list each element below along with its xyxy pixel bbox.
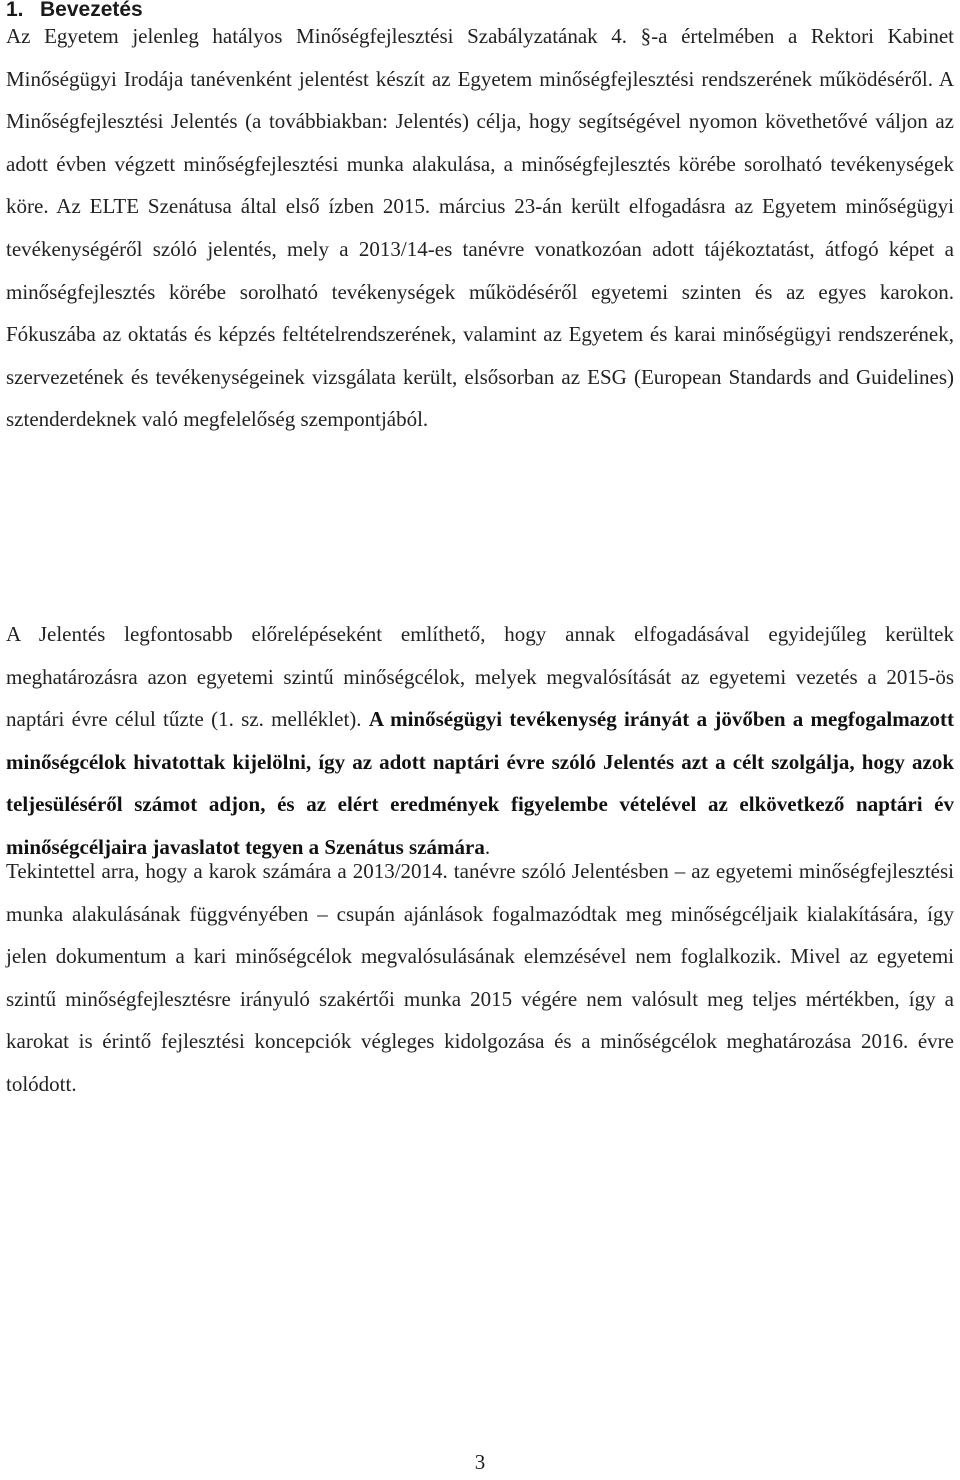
paragraph-faculties-text: Tekintettel arra, hogy a karok számára a 2013/2014. tanévre szóló Jelentésben – az egyetemi minőségfejlesztési munka alakulásának függvényében – csupán ajánlások fogalmazódtak meg minőségcéljaik kialakítására, így jelen dokumentum a kari minőségcélok megvalósulásának elemzésével nem foglalkozik. Mivel az egyetemi szintű minőségfejlesztésre irányuló szakértői munka 2015 végére nem valósult meg teljes mértékben, így a karokat is érintő fejlesztési koncepciók végleges kidolgozása és a minőségcélok meghatározása 2016. évre tolódott. (6, 859, 954, 1096)
paragraph-quality-goals-end: . (484, 834, 491, 859)
paragraph-quality-goals (6, 613, 954, 869)
paragraph-intro-sentence-1: Az Egyetem jelenleg hatályos Minőségfejlesztési Szabályzatának 4. §-a értelmében a Rektori Kabinet Minőségügyi Irodája tanévenként jelentést készít az Egyetem minőségfejlesztési rendszerének működéséről. A Minőségfejlesztési Jelentés (a továbbiakban: Jelentés) célja, hogy segítségével nyomon követhetővé váljon az adott évben végzett minőségfejlesztési munka alakulása, a minőségfejlesztés körébe sorolható tevékenységek köre. (6, 24, 954, 219)
section-number: 1. (6, 0, 24, 21)
section-title: Bevezetés (40, 0, 143, 21)
paragraph-quality-goals-plain: A Jelentés legfontosabb előrelépéseként említhető, hogy annak elfogadásával egyidejűleg kerültek meghatározásra azon egyetemi szintű minőségcélok, melyek megvalósítását az egyetemi vezetés a 2015-ös naptári évre célul tűzte (1. sz. melléklet). (6, 622, 954, 732)
paragraph-quality-goals-bold: A minőségügyi tevékenység irányát a jövőben a megfogalmazott minőségcélok hivatottak kijelölni, így az adott naptári évre szóló Jelentés azt a célt szolgálja, hogy azok teljesüléséről számot adjon, és az elért eredmények figyelembe vételével az elkövetkező naptári év minőségcéljaira javaslatot tegyen a Szenátus számára (6, 707, 954, 859)
page-number: 3 (474, 1450, 486, 1474)
paragraph-intro-sentence-2: Az ELTE Szenátusa által első ízben 2015. március 23-án került elfogadásra az Egyetem minőségügyi tevékenységéről szóló jelentés, mely a 2013/14-es tanévre vonatkozóan adott tájékoztatást, átfogó képet a minőségfejlesztés körébe sorolható tevékenységek működéséről egyetemi szinten és az egyes karokon. Fókuszába az oktatás és képzés feltételrendszerének, valamint az Egyetem és karai minőségügyi rendszerének, szervezetének és tevékenységeinek vizsgálata került, elsősorban az ESG (European Standards and Guidelines) sztenderdeknek való megfelelőség szempontjából. (6, 194, 954, 432)
paragraph-faculties (6, 850, 954, 1106)
paragraph-intro (6, 15, 954, 441)
